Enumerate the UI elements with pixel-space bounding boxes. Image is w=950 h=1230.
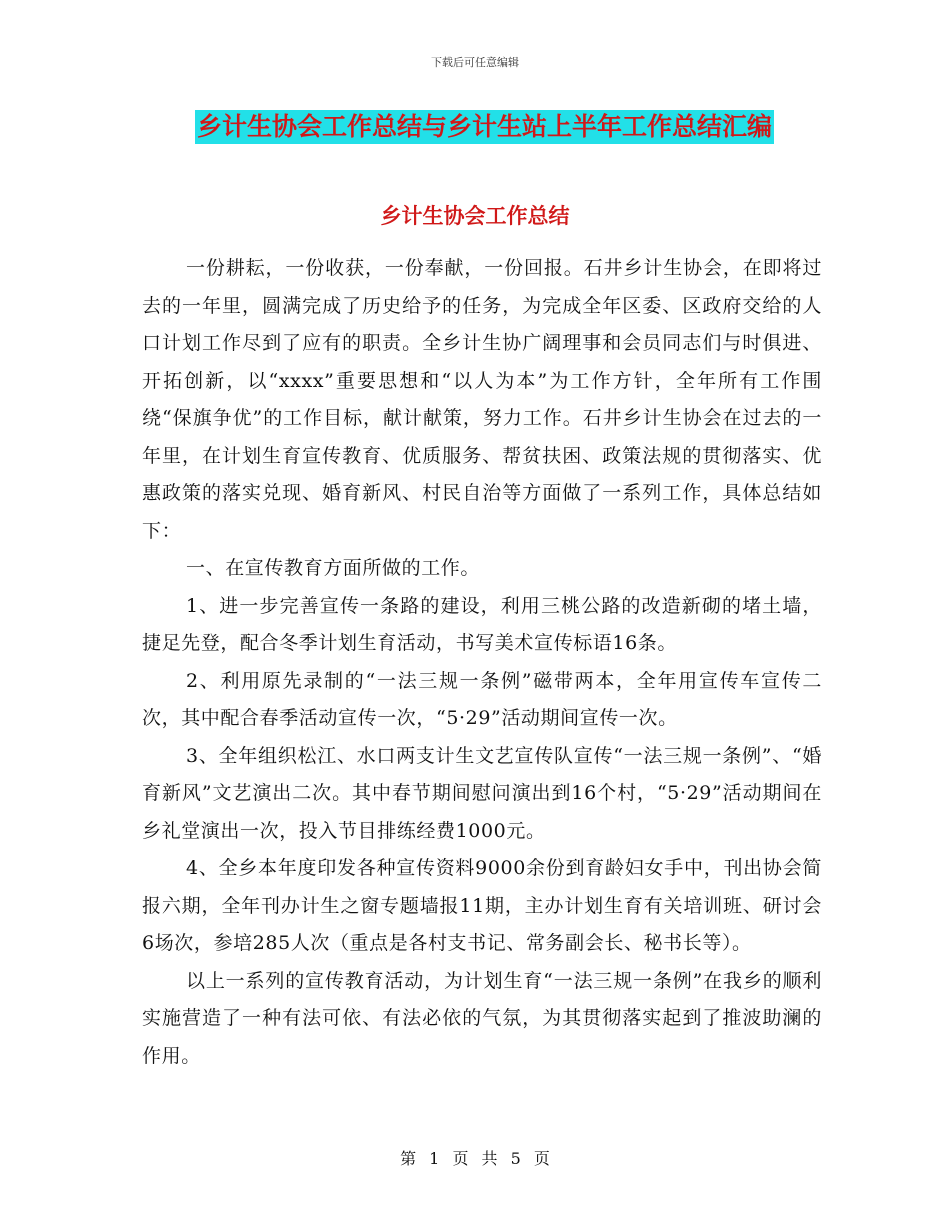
document-title: 乡计生协会工作总结与乡计生站上半年工作总结汇编: [195, 110, 774, 144]
header-note: 下载后可任意编辑: [431, 56, 519, 69]
page-number-footer: 第 1 页 共 5 页: [400, 1149, 550, 1168]
document-body: [142, 250, 822, 1075]
paragraph-conclusion: 以上一系列的宣传教育活动，为计划生育“一法三规一条例”在我乡的顺利实施营造了一种有法可依、有法必依的气氛，为其贯彻落实起到了推波助澜的作用。: [142, 969, 822, 1067]
section-title: 乡计生协会工作总结: [380, 204, 570, 228]
paragraph-intro: 一份耕耘，一份收获，一份奉献，一份回报。石井乡计生协会，在即将过去的一年里，圆满完成了历史给予的任务，为完成全年区委、区政府交给的人口计划工作尽到了应有的职责。全乡计生协广阔理事和会员同志们与时俱进、开拓创新，以“xxxx”重要思想和“以人为本”为工作方针，全年所有工作围绕“保旗争优”的工作目标，献计献策，努力工作。石井乡计生协会在过去的一年里，在计划生育宣传教育、优质服务、帮贫扶困、政策法规的贯彻落实、优惠政策的落实兑现、婚育新风、村民自治等方面做了一系列工作，具体总结如下：: [142, 257, 822, 542]
paragraph-item-1: 1、进一步完善宣传一条路的建设，利用三桃公路的改造新砌的堵土墙，捷足先登，配合冬季计划生育活动，书写美术宣传标语16条。: [142, 594, 822, 654]
paragraph-item-2: 2、利用原先录制的“一法三规一条例”磁带两本，全年用宣传车宣传二次，其中配合春季活动宣传一次，“5·29”活动期间宣传一次。: [142, 669, 822, 729]
paragraph-item-3: 3、全年组织松江、水口两支计生文艺宣传队宣传“一法三规一条例”、“婚育新风”文艺演出二次。其中春节期间慰问演出到16个村，“5·29”活动期间在乡礼堂演出一次，投入节目排练经费1000元。: [142, 744, 822, 842]
paragraph-heading-1: 一、在宣传教育方面所做的工作。: [186, 557, 481, 579]
paragraph-item-4: 4、全乡本年度印发各种宣传资料9000余份到育龄妇女手中，刊出协会简报六期，全年刊办计生之窗专题墙报11期，主办计划生育有关培训班、研讨会6场次，参培285人次（重点是各村支书记、常务副会长、秘书长等）。: [142, 857, 822, 954]
